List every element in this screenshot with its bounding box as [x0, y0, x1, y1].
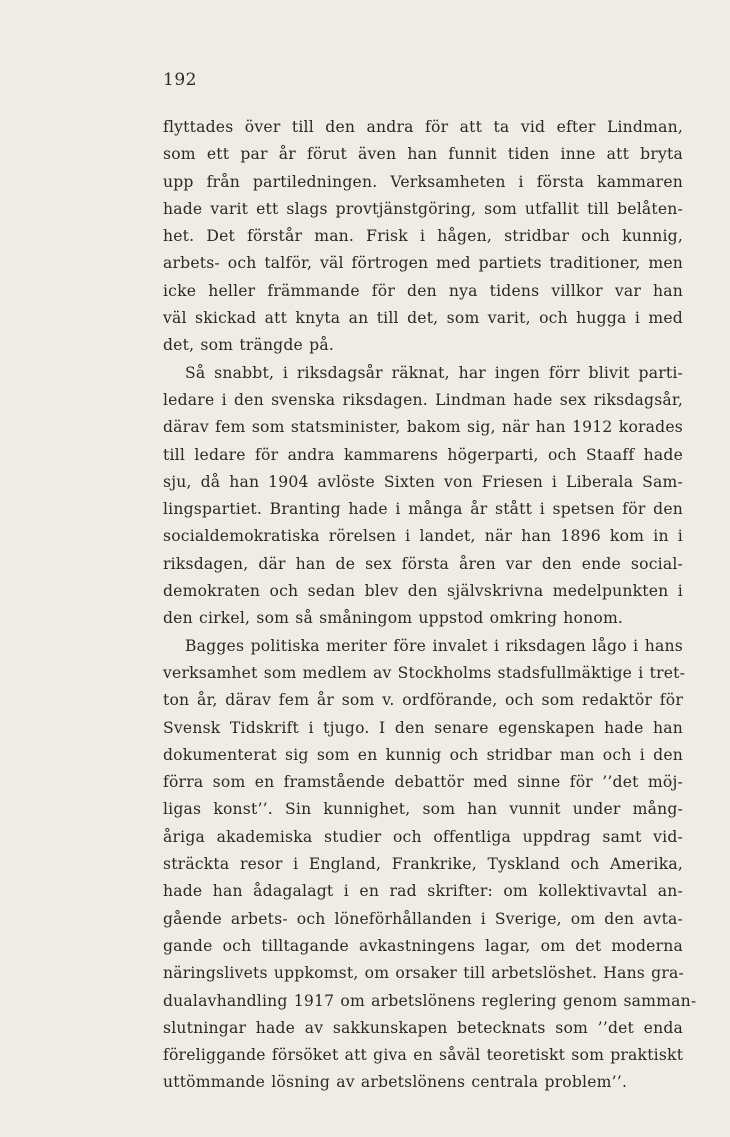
text-line: socialdemokratiska rörelsen i landet, när han 1896 kom in i	[163, 527, 683, 546]
text-line: hade varit ett slags provtjänstgöring, som utfallit till belåten-	[163, 199, 683, 218]
text-line: uttömmande lösning av arbetslönens centrala problem’’.	[163, 1073, 628, 1092]
text-line: gående arbets- och löneförhållanden i Sverige, om den avta-	[163, 909, 683, 928]
text-line: förra som en framstående debattör med sinne för ’’det möj-	[163, 773, 683, 792]
text-line: arbets- och talför, väl förtrogen med partiets traditioner, men	[163, 254, 683, 273]
text-line: ton år, därav fem år som v. ordförande, och som redaktör för	[163, 691, 683, 710]
text-line: det, som trängde på.	[163, 336, 334, 355]
text-line: väl skickad att knyta an till det, som varit, och hugga i med	[163, 309, 683, 328]
text-line: Svensk Tidskrift i tjugo. I den senare egenskapen hade han	[163, 718, 683, 737]
text-line: till ledare för andra kammarens högerparti, och Staaff hade	[163, 445, 683, 464]
text-line: icke heller främmande för den nya tidens villkor var han	[163, 281, 683, 300]
text-line: därav fem som statsminister, bakom sig, när han 1912 korades	[163, 418, 683, 437]
text-line: Så snabbt, i riksdagsår räknat, har ingen förr blivit parti-	[185, 363, 683, 382]
body-text	[163, 114, 697, 1097]
text-line: ledare i den svenska riksdagen. Lindman hade sex riksdagsår,	[163, 390, 683, 409]
text-line: riksdagen, där han de sex första åren var den ende social-	[163, 554, 683, 573]
text-line: sju, då han 1904 avlöste Sixten von Friesen i Liberala Sam-	[163, 472, 683, 491]
text-line: hade han ådagalagt i en rad skrifter: om kollektivavtal an-	[163, 882, 683, 901]
text-line: föreliggande försöket att giva en såväl teoretiskt som praktiskt	[163, 1046, 684, 1065]
text-line: dokumenterat sig som en kunnig och stridbar man och i den	[163, 745, 683, 764]
text-line: åriga akademiska studier och offentliga uppdrag samt vid-	[163, 827, 683, 846]
text-line: lingspartiet. Branting hade i många år stått i spetsen för den	[163, 500, 683, 519]
text-line: sträckta resor i England, Frankrike, Tyskland och Amerika,	[163, 855, 683, 874]
text-line: gande och tilltagande avkastningens lagar, om det moderna	[163, 936, 683, 955]
text-line: het. Det förstår man. Frisk i hågen, stridbar och kunnig,	[163, 227, 683, 246]
page-number: 192	[163, 70, 197, 90]
text-line: Bagges politiska meriter före invalet i riksdagen lågo i hans	[185, 636, 683, 655]
text-line: näringslivets uppkomst, om orsaker till arbetslöshet. Hans gra-	[163, 964, 684, 983]
text-line: verksamhet som medlem av Stockholms stadsfullmäktige i tret-	[163, 663, 686, 682]
text-line: som ett par år förut även han funnit tiden inne att bryta	[163, 145, 683, 164]
text-line: demokraten och sedan blev den självskrivna medelpunkten i	[163, 582, 683, 601]
text-line: flyttades över till den andra för att ta vid efter Lindman,	[163, 118, 683, 136]
text-line: upp från partiledningen. Verksamheten i första kammaren	[163, 172, 683, 191]
text-line: den cirkel, som så småningom uppstod omkring honom.	[163, 609, 624, 628]
text-line: dualavhandling 1917 om arbetslönens reglering genom samman-	[163, 991, 697, 1010]
text-line: slutningar hade av sakkunskapen betecknats som ’’det enda	[163, 1018, 683, 1037]
text-line: ligas konst’’. Sin kunnighet, som han vunnit under mång-	[163, 800, 683, 819]
